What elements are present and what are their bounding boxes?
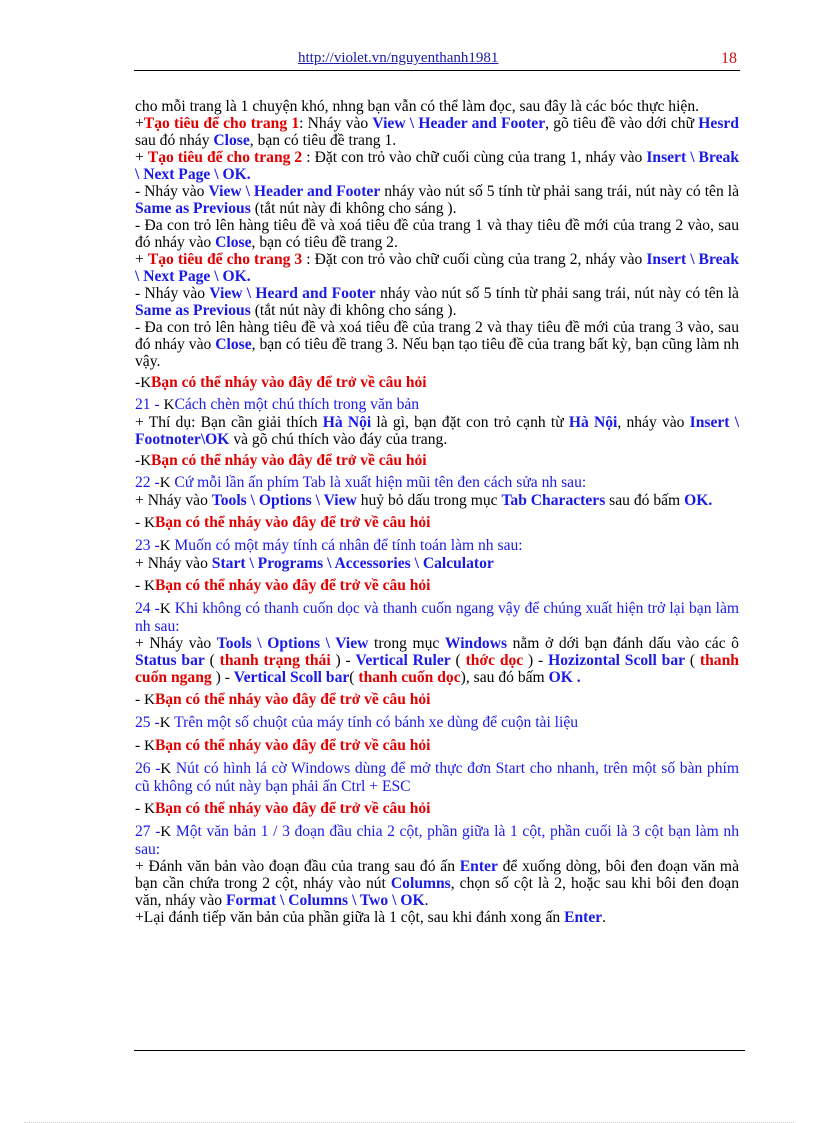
back-link-text[interactable]: Bạn có thể nháy vào đây để trở về câu hỏi [154, 514, 431, 531]
menu-path: Tools \ Options \ View [216, 635, 369, 652]
step-text: . [424, 892, 429, 909]
step-header-page-1 [135, 115, 739, 149]
step-title: Tạo tiêu để cho trang 2 [147, 149, 303, 166]
bookmark-icon: K [144, 738, 155, 754]
answer-27-step-2 [135, 909, 739, 926]
step-text: ), sau đó bấm [460, 669, 549, 686]
step-text: (tắt nút này đi không cho sáng ). [250, 302, 457, 319]
header-url-link[interactable]: http://violet.vn/nguyenthanh1981 [298, 50, 499, 66]
bookmark-icon: K [144, 692, 155, 708]
step-text: và gõ chú thích vào đáy của trang. [229, 431, 448, 448]
step-prefix: + [135, 115, 144, 132]
step-text: ( [349, 669, 359, 686]
step-paragraph [135, 183, 739, 217]
back-prefix: - [135, 577, 145, 594]
keyword: OK . [548, 669, 581, 686]
step-prefix: + [135, 251, 148, 268]
question-25 [135, 714, 739, 732]
menu-path: View \ Header and Footer [372, 115, 546, 132]
keyword: OK. [684, 492, 713, 509]
keyword: Windows [444, 635, 508, 652]
step-text: , gõ tiêu đề vào dới chữ [545, 115, 699, 132]
menu-path: Insert \ Break \ Next Page \ OK. [135, 149, 739, 183]
bookmark-icon: K [144, 515, 155, 531]
step-text: nháy vào nút số 5 tính từ phải sang trái, nút này có tên là [380, 183, 739, 200]
step-text: nằm ở dới bạn đánh dấu vào các ô [507, 635, 739, 652]
back-prefix: - [135, 452, 141, 469]
question-24 [135, 600, 739, 635]
step-text: +Lại đánh tiếp văn bản của phần giữa là 1 cột, sau khi đánh xong ấn [135, 909, 565, 926]
back-link-text[interactable]: Bạn có thể nháy vào đây để trở về câu hỏi [154, 577, 431, 594]
question-number: 23 - [135, 537, 160, 554]
back-to-question-link[interactable] [135, 452, 739, 470]
back-link-text[interactable]: Bạn có thể nháy vào đây để trở về câu hỏi [154, 800, 431, 817]
keyword: Same as Previous [135, 200, 251, 217]
menu-path: Insert \ Break \ Next Page \ OK. [135, 251, 739, 285]
question-text: Muốn có một máy tính cá nhân để tính toán làm nh sau: [170, 537, 523, 554]
step-text: trong mục [368, 635, 445, 652]
keyword: Close [215, 336, 252, 353]
keyword: Close [213, 132, 250, 149]
back-to-question-link[interactable] [135, 577, 739, 595]
footer-divider [134, 1050, 745, 1051]
back-prefix: - [135, 374, 141, 391]
question-text: Cách chèn một chú thích trong văn bản [174, 396, 420, 413]
step-text: + Thí dụ: Bạn cần giải thích [135, 414, 323, 431]
bookmark-icon: K [159, 475, 171, 491]
menu-path: Tools \ Options \ View [211, 492, 357, 509]
step-text: , nháy vào [617, 414, 690, 431]
step-text: : Đặt con trỏ vào chữ cuối cùng của trang 2, nháy vào [302, 251, 647, 268]
step-text: + Nháy vào [135, 492, 212, 509]
menu-path: View \ Header and Footer [208, 183, 381, 200]
question-26 [135, 760, 739, 795]
keyword-translation: thanh cuốn ngang [135, 652, 739, 686]
step-text: + Đánh văn bản vào đoạn đầu của trang sau đó ấn [135, 858, 460, 875]
step-text: , bạn có tiêu đề trang 1. [249, 132, 397, 149]
question-number: 25 - [135, 714, 160, 731]
back-to-question-link[interactable] [135, 691, 739, 709]
question-21 [135, 396, 739, 414]
question-27 [135, 823, 739, 858]
step-paragraph [135, 285, 739, 319]
header-divider [134, 70, 740, 71]
bookmark-icon: K [159, 715, 171, 731]
keyword-translation: thanh cuốn dọc [358, 669, 461, 686]
menu-path: Format \ Columns \ Two \ OK [225, 892, 425, 909]
question-22 [135, 474, 739, 492]
intro-paragraph: cho mỗi trang là 1 chuyện khó, nhng bạn vẫn có thể làm đọc, sau đây là các bóc thực hiện. [135, 98, 700, 115]
step-text: - Nháy vào [135, 285, 210, 302]
back-link-text[interactable]: Bạn có thể nháy vào đây để trở về câu hỏi [151, 374, 427, 391]
bookmark-icon: K [160, 761, 172, 777]
answer-22 [135, 492, 739, 509]
bookmark-icon: K [144, 578, 155, 594]
question-number: 26 - [135, 760, 161, 777]
step-text: , bạn có tiêu đề trang 2. [251, 234, 398, 251]
step-text: + Nháy vào [135, 635, 217, 652]
page-number: 18 [721, 50, 737, 67]
back-link-text[interactable]: Bạn có thể nháy vào đây để trở về câu hỏi [151, 452, 427, 469]
keyword-translation: thanh trạng thái [219, 652, 331, 669]
bookmark-icon: K [159, 538, 171, 554]
step-header-page-3 [135, 251, 739, 285]
back-prefix: - [135, 691, 145, 708]
bookmark-icon: K [144, 801, 155, 817]
bookmark-icon: K [140, 453, 152, 469]
step-text: huỷ bỏ dấu trong mục [356, 492, 502, 509]
question-text: Nút có hình lá cờ Windows dùng để mở thực đơn Start cho nhanh, trên một số bàn phím cũ không có nút này bạn phải ấn Ctrl + ESC [135, 760, 739, 795]
back-link-text[interactable]: Bạn có thể nháy vào đây để trở về câu hỏi [154, 737, 431, 754]
step-text: - Nháy vào [135, 183, 209, 200]
answer-21 [135, 414, 739, 448]
back-prefix: - [135, 737, 145, 754]
step-text: nháy vào nút số 5 tính từ phải sang trái, nút này có tên là [375, 285, 739, 302]
question-number: 21 - [135, 396, 164, 413]
question-text: Một văn bản 1 / 3 đoạn đầu chia 2 cột, phần giữa là 1 cột, phần cuối là 3 cột bạn làm nh sau: [135, 823, 740, 858]
back-to-question-link[interactable] [135, 800, 739, 818]
step-text: ) - [211, 669, 234, 686]
step-header-page-2 [135, 149, 739, 183]
keyword: Status bar [135, 652, 205, 669]
question-23 [135, 537, 739, 555]
answer-27-step-1 [135, 858, 739, 909]
keyword: Hesrd [698, 115, 739, 132]
keyword-translation: thớc dọc [465, 652, 524, 669]
back-to-question-link[interactable] [135, 514, 739, 532]
step-paragraph [135, 319, 739, 370]
step-text: , bạn có tiêu đề trang 3. Nếu bạn tạo tiêu đề của trang bất kỳ, bạn cũng làm nh vậy. [135, 336, 739, 370]
step-text: để xuống dòng, bôi đen đoạn văn mà bạn cần chứa trong 2 cột, nháy vào nút [135, 858, 739, 892]
bookmark-icon: K [140, 375, 152, 391]
back-link-text[interactable]: Bạn có thể nháy vào đây để trở về câu hỏi [154, 691, 431, 708]
answer-23 [135, 555, 739, 572]
bookmark-icon: K [160, 824, 172, 840]
keyword: Vertical Scoll bar [233, 669, 350, 686]
step-title: Tạo tiêu để cho trang 1 [143, 115, 300, 132]
step-text: + Nháy vào [135, 555, 212, 572]
step-text: sau đó bấm [605, 492, 685, 509]
question-text: Cứ mỗi lần ấn phím Tab là xuất hiện mũi tên đen cách sửa nh sau: [170, 474, 587, 491]
question-number: 24 - [135, 600, 160, 617]
back-to-question-link[interactable] [135, 374, 739, 392]
question-text: Khi không có thanh cuốn dọc và thanh cuốn ngang vậy để chúng xuất hiện trở lại bạn làm nh sau: [135, 600, 739, 635]
menu-path: View \ Heard and Footer [209, 285, 376, 302]
document-body [135, 98, 739, 926]
question-text: Trên một số chuột của máy tính có bánh xe dùng để cuộn tài liệu [170, 714, 579, 731]
keyword: Vertical Ruler [355, 652, 451, 669]
question-number: 22 - [135, 474, 160, 491]
step-text: ) - [330, 652, 356, 669]
step-text: - Đa con trỏ lên hàng tiêu đề và xoá tiêu đề của trang 2 và thay tiêu đề mới của trang 3 vào, sau đó nháy vào [135, 319, 739, 353]
menu-path: Insert \ Footnoter\OK [135, 414, 740, 448]
keyword: Hozizontal Scoll bar [548, 652, 686, 669]
step-text: sau đó nháy [135, 132, 214, 149]
menu-path: Start \ Programs \ Accessories \ Calculator [211, 555, 494, 572]
step-text: : Đặt con trỏ vào chữ cuối cùng của trang 1, nháy vào [302, 149, 647, 166]
keyword: Close [215, 234, 252, 251]
step-text: ) - [523, 652, 549, 669]
bookmark-icon: K [159, 601, 171, 617]
back-prefix: - [135, 514, 145, 531]
step-text: . [602, 909, 607, 926]
step-paragraph [135, 217, 739, 251]
back-prefix: - [135, 800, 145, 817]
bookmark-icon: K [163, 397, 175, 413]
step-text: , chọn số cột là 2, hoặc sau khi bôi đen đoạn văn, nháy vào [135, 875, 739, 909]
back-to-question-link[interactable] [135, 737, 739, 755]
keyword: Hà Nội [322, 414, 372, 431]
question-number: 27 - [135, 823, 161, 840]
answer-24 [135, 635, 739, 686]
keyword: Tab Characters [501, 492, 606, 509]
keyword: Hà Nội [568, 414, 618, 431]
keyword: Enter [459, 858, 498, 875]
step-text: là gì, bạn đặt con trỏ cạnh từ [371, 414, 569, 431]
step-text: ( [685, 652, 700, 669]
step-prefix: + [135, 149, 148, 166]
step-text: ( [204, 652, 220, 669]
step-text: ( [450, 652, 466, 669]
step-text: : Nháy vào [299, 115, 373, 132]
keyword: Columns [390, 875, 451, 892]
keyword: Enter [564, 909, 603, 926]
keyword: Same as Previous [135, 302, 251, 319]
step-text: - Đa con trỏ lên hàng tiêu đề và xoá tiêu đề của trang 1 và thay tiêu đề mới của trang 2 vào, sau đó nháy vào [135, 217, 739, 251]
step-title: Tạo tiêu để cho trang 3 [147, 251, 303, 268]
step-text: (tắt nút này đi không cho sáng ). [250, 200, 457, 217]
